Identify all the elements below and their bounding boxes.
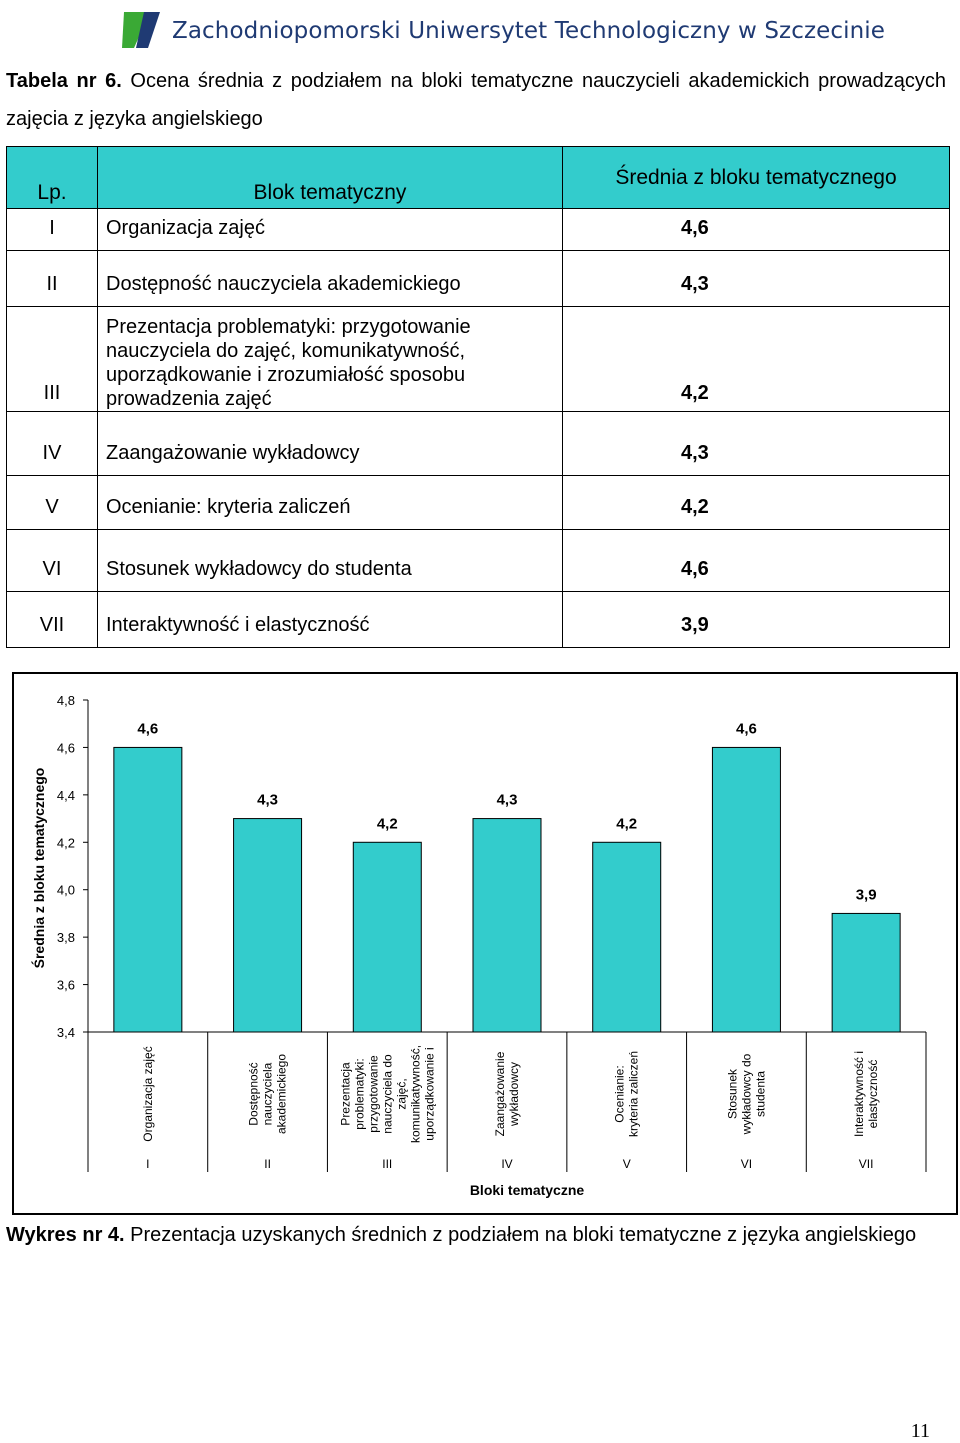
row-block: Interaktywność i elastyczność bbox=[98, 592, 563, 648]
category-label-line: przygotowanie bbox=[366, 1055, 381, 1133]
table-caption-label: Tabela nr 6. bbox=[6, 70, 122, 92]
row-lp: IV bbox=[7, 412, 98, 476]
category-label-line: Dostępność bbox=[246, 1062, 261, 1126]
y-tick-label: 4,0 bbox=[56, 882, 75, 898]
category-label bbox=[613, 1051, 641, 1137]
category-code: V bbox=[622, 1157, 631, 1171]
chart-caption-label: Wykres nr 4. bbox=[6, 1224, 125, 1246]
chart-caption-text: Prezentacja uzyskanych średnich z podziałem na bloki tematyczne z języka angielskiego bbox=[124, 1224, 917, 1246]
university-header bbox=[120, 8, 886, 52]
category-label-line: zajęć, bbox=[394, 1078, 409, 1110]
row-block: Prezentacja problematyki: przygotowanie nauczyciela do zajęć, komunikatywność, uporządkowanie i zrozumiałość sposobu prowadzenia zajęć bbox=[98, 307, 563, 412]
row-lp: V bbox=[7, 476, 98, 530]
bar bbox=[712, 747, 780, 1032]
row-avg: 4,3 bbox=[563, 251, 950, 307]
table-caption bbox=[6, 62, 946, 138]
category-code: IV bbox=[501, 1157, 513, 1171]
category-label-line: Prezentacja bbox=[338, 1062, 353, 1126]
category-code: III bbox=[382, 1157, 393, 1171]
table-row bbox=[7, 412, 950, 476]
header-avg: Średnia z bloku tematycznego bbox=[563, 147, 950, 209]
category-label-line: wykładowcy do bbox=[739, 1053, 754, 1135]
row-block: Zaangażowanie wykładowcy bbox=[98, 412, 563, 476]
category-label-line: Interaktywność i bbox=[852, 1050, 867, 1138]
bar-chart bbox=[14, 674, 956, 1213]
category-label-line: elastyczność bbox=[866, 1059, 881, 1129]
category-label-line: akademickiego bbox=[274, 1053, 289, 1135]
bar bbox=[234, 819, 302, 1032]
row-block: Dostępność nauczyciela akademickiego bbox=[98, 251, 563, 307]
chart-caption bbox=[6, 1216, 936, 1254]
y-tick-label: 3,8 bbox=[56, 930, 75, 946]
row-block: Stosunek wykładowcy do studenta bbox=[98, 530, 563, 592]
x-axis-title: Bloki tematyczne bbox=[469, 1182, 585, 1198]
table-row bbox=[7, 307, 950, 412]
y-tick-label: 3,6 bbox=[56, 977, 75, 993]
y-tick-label: 4,4 bbox=[56, 787, 75, 803]
data-label: 4,2 bbox=[376, 815, 398, 833]
category-label-line: uporządkowanie i bbox=[422, 1047, 437, 1141]
university-name: Zachodniopomorski Uniwersytet Technologiczny w Szczecinie bbox=[172, 18, 886, 44]
row-avg: 4,2 bbox=[563, 307, 950, 412]
row-block: Organizacja zajęć bbox=[98, 209, 563, 251]
category-label-line: problematyki: bbox=[352, 1058, 367, 1130]
row-avg: 3,9 bbox=[563, 592, 950, 648]
row-avg: 4,2 bbox=[563, 476, 950, 530]
category-label bbox=[338, 1045, 436, 1143]
table-row bbox=[7, 530, 950, 592]
category-code: VI bbox=[740, 1157, 753, 1171]
y-tick-label: 4,8 bbox=[56, 693, 75, 708]
y-axis-title: Średnia z bloku tematycznego bbox=[31, 767, 47, 969]
y-tick-label: 3,4 bbox=[56, 1025, 75, 1040]
bar bbox=[832, 913, 900, 1032]
row-lp: II bbox=[7, 251, 98, 307]
data-label: 4,3 bbox=[257, 791, 279, 809]
category-label-line: wykładowcy bbox=[507, 1061, 521, 1127]
category-label-line: Ocenianie: bbox=[612, 1065, 627, 1123]
y-tick-label: 4,2 bbox=[56, 835, 75, 851]
data-label: 3,9 bbox=[855, 886, 877, 904]
data-label: 4,6 bbox=[735, 720, 757, 738]
row-avg: 4,3 bbox=[563, 412, 950, 476]
category-code: II bbox=[264, 1157, 271, 1171]
y-tick-label: 4,6 bbox=[56, 740, 75, 756]
bar bbox=[353, 842, 421, 1032]
table-row bbox=[7, 592, 950, 648]
row-lp: I bbox=[7, 209, 98, 251]
zut-logo-icon bbox=[120, 10, 162, 50]
row-lp: VI bbox=[7, 530, 98, 592]
category-label-line: nauczyciela do bbox=[380, 1054, 395, 1134]
row-block: Ocenianie: kryteria zaliczeń bbox=[98, 476, 563, 530]
category-label bbox=[141, 1046, 155, 1141]
row-avg: 4,6 bbox=[563, 209, 950, 251]
header-block: Blok tematyczny bbox=[98, 147, 563, 209]
category-label bbox=[493, 1051, 521, 1136]
category-label-line: nauczyciela bbox=[260, 1062, 275, 1126]
table-row bbox=[7, 209, 950, 251]
bar bbox=[114, 747, 182, 1032]
category-label-line: studenta bbox=[753, 1070, 768, 1118]
table-row bbox=[7, 251, 950, 307]
row-lp: VII bbox=[7, 592, 98, 648]
bar bbox=[593, 842, 661, 1032]
category-label bbox=[852, 1051, 880, 1137]
data-label: 4,3 bbox=[496, 791, 518, 809]
category-label-line: Stosunek bbox=[725, 1068, 740, 1120]
data-label: 4,2 bbox=[616, 815, 638, 833]
category-code: I bbox=[146, 1157, 150, 1171]
category-code: VII bbox=[858, 1157, 874, 1171]
blocks-table bbox=[6, 146, 950, 648]
bar bbox=[473, 819, 541, 1032]
category-label-line: Zaangażowanie bbox=[493, 1051, 507, 1137]
row-avg: 4,6 bbox=[563, 530, 950, 592]
chart-frame bbox=[12, 672, 958, 1215]
category-label-line: Organizacja zajęć bbox=[140, 1046, 155, 1142]
page-number: 11 bbox=[910, 1420, 930, 1442]
data-label: 4,6 bbox=[137, 720, 159, 738]
row-lp: III bbox=[7, 307, 98, 412]
category-label bbox=[725, 1053, 767, 1135]
category-label bbox=[247, 1054, 289, 1134]
table-caption-text: Ocena średnia z podziałem na bloki tematyczne nauczycieli akademickich prowadzących zajęcia z języka angielskiego bbox=[6, 70, 946, 130]
category-label-line: komunikatywność, bbox=[408, 1044, 423, 1144]
header-lp: Lp. bbox=[7, 147, 98, 209]
table-row bbox=[7, 476, 950, 530]
category-label-line: kryteria zaliczeń bbox=[626, 1050, 641, 1138]
